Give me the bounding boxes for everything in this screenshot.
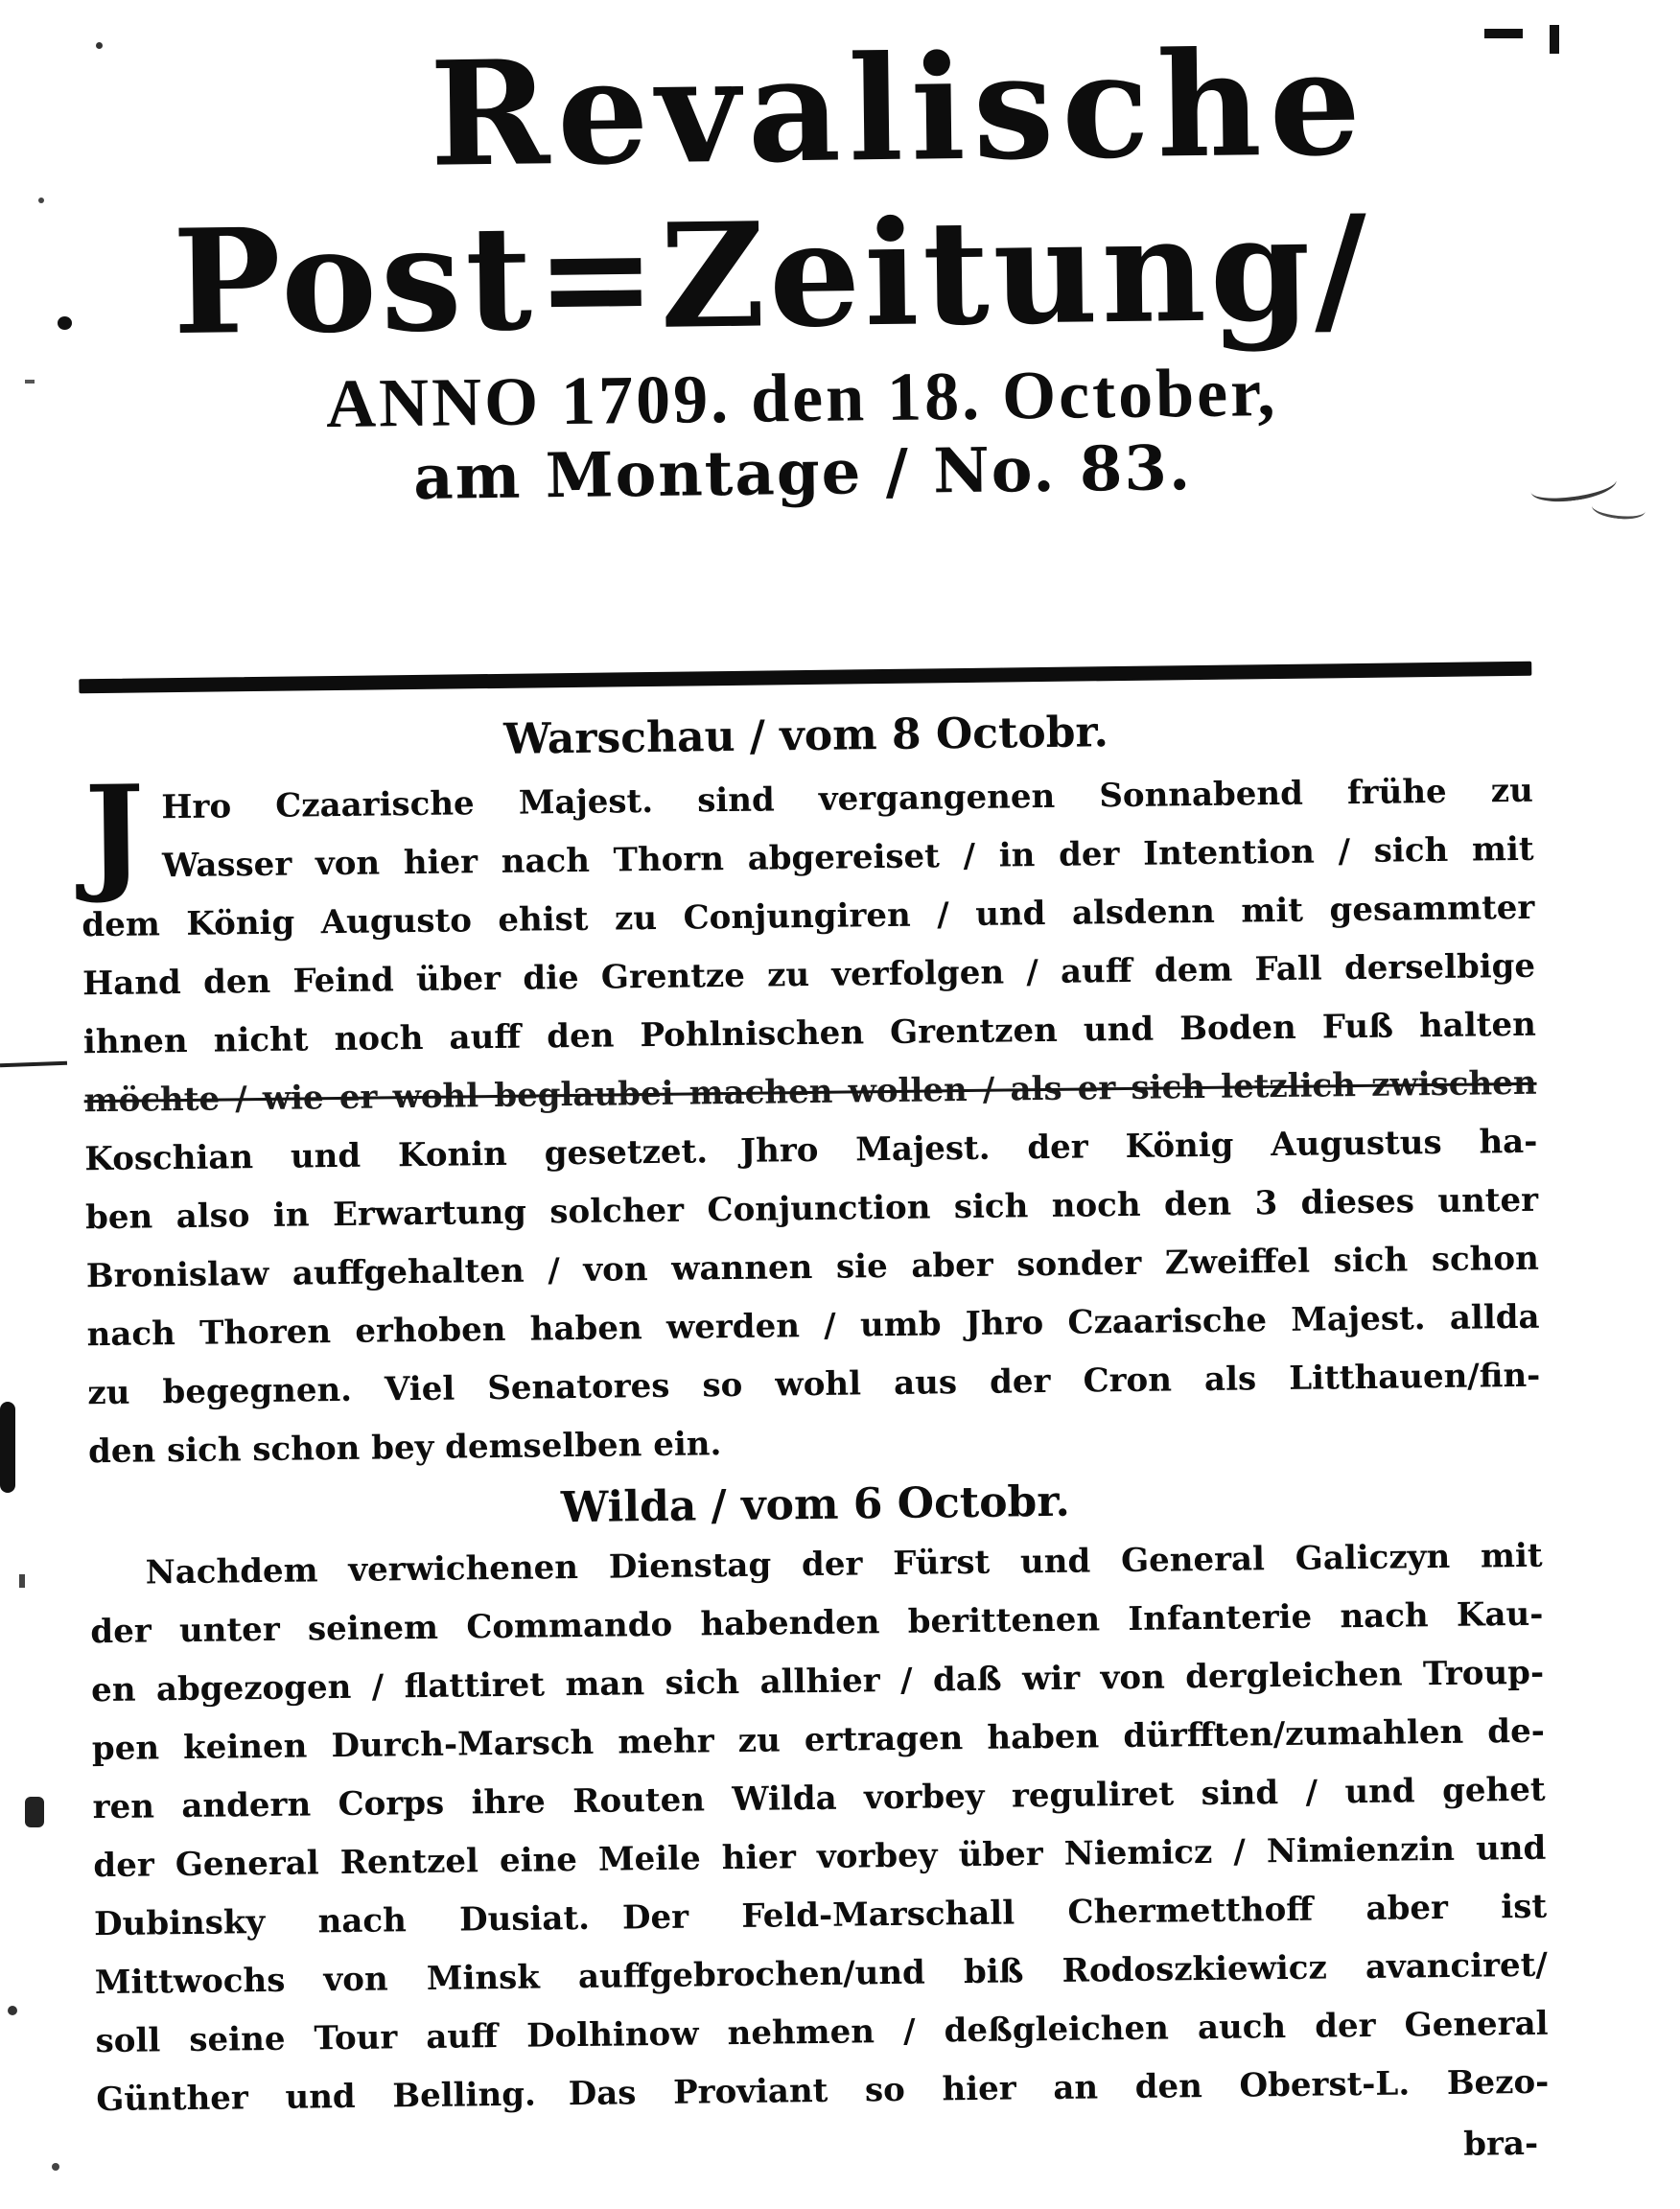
text-line: Dubinsky nach Dusiat. Der Feld-Marschall Chermetthoff aber ist [93,1887,1548,1943]
text-line: Hro Czaarische Majest. sind vergangenen Sonnabend frühe zu [161,771,1534,827]
ink-speck [52,2163,59,2171]
masthead-title-line2: Post=Zeitung/ [172,183,1372,368]
text-line: soll seine Tour auff Dolhinow nehmen / deßgleichen auch der General [95,2004,1549,2060]
text-line: Nachdem verwichenen Dienstag der Fürst und General Galiczyn mit [145,1536,1543,1593]
text-line: Wasser von hier nach Thorn abgereiset / in der Intention / sich mit [161,829,1534,886]
text-line: nach Thoren erhoben haben werden / umb Jhro Czaarische Majest. allda [86,1297,1540,1354]
newspaper-page [71,20,1550,2185]
pen-flourish [1591,496,1646,522]
text-line: der General Rentzel eine Meile hier vorbey über Niemicz / Nimienzin und [93,1828,1547,1885]
masthead-divider-rule [79,662,1531,694]
ornate-initial-dropcap: J [83,757,146,907]
ink-speck [38,198,44,203]
ink-speck [19,1574,25,1588]
text-line: Bronislaw auffgehalten / von wannen sie aber sonder Zweiffel sich schon [85,1239,1540,1296]
masthead [71,18,1529,518]
text-line: Mittwochs von Minsk auffgebrochen/und biß Rodoszkiewicz avanciret/ [94,1945,1549,2002]
text-line: den sich schon bey demselben ein. [87,1424,722,1471]
ink-speck [58,316,72,330]
section-heading-wilda: Wilda / vom 6 Octobr. [560,1477,1071,1532]
text-line: en abgezogen / flattiret man sich allhier / daß wir von dergleichen Troup- [90,1653,1545,1709]
text-line-struck-through: möchte / wie er wohl beglaubei machen wollen / als er sich letzlich zwischen [83,1063,1537,1121]
masthead-date-line: ANNO 1709. den 18. October, [325,353,1278,443]
catchword: bra- [1462,2124,1539,2164]
masthead-issue-line: am Montage / No. 83. [412,432,1193,515]
ink-speck [25,380,35,384]
text-line: Günther und Belling. Das Proviant so hier an den Oberst-L. Bezo- [96,2062,1550,2119]
ink-speck [1550,25,1559,54]
text-line: Koschian und Konin gesetzet. Jhro Majest. der König Augustus ha- [84,1122,1538,1179]
text-line: der unter seinem Commando habenden berittenen Infanterie nach Kau- [90,1594,1544,1651]
text-line: Hand den Feind über die Grentze zu verfolgen / auff dem Fall derselbige [82,946,1536,1004]
ink-speck [8,2006,17,2015]
text-line: ben also in Erwartung solcher Conjunction sich noch den 3 dieses unter [84,1180,1539,1238]
text-line: dem König Augusto ehist zu Conjungiren / und alsdenn mit gesammter [82,888,1535,945]
text-line: ren andern Corps ihre Routen Wilda vorbey reguliret sind / und gehet [92,1770,1546,1826]
masthead-title-line1: Revalische [429,18,1369,199]
text-line: pen keinen Durch-Marsch mehr zu ertragen haben dürfften/zumahlen de- [91,1711,1546,1768]
ink-speck [96,42,103,49]
text-line: zu begegnen. Viel Senatores so wohl aus der Cron als Litthauen/fin- [87,1356,1541,1412]
article-warschau [81,757,1542,1481]
ink-speck [1484,29,1523,38]
ink-speck [0,1402,15,1493]
ink-speck [25,1797,44,1827]
article-wilda [89,1526,1549,2128]
ink-speck [0,1061,67,1067]
section-heading-warschau: Warschau / vom 8 Octobr. [502,707,1109,764]
text-line: ihnen nicht noch auff den Pohlnischen Grentzen und Boden Fuß halten [82,1005,1537,1062]
